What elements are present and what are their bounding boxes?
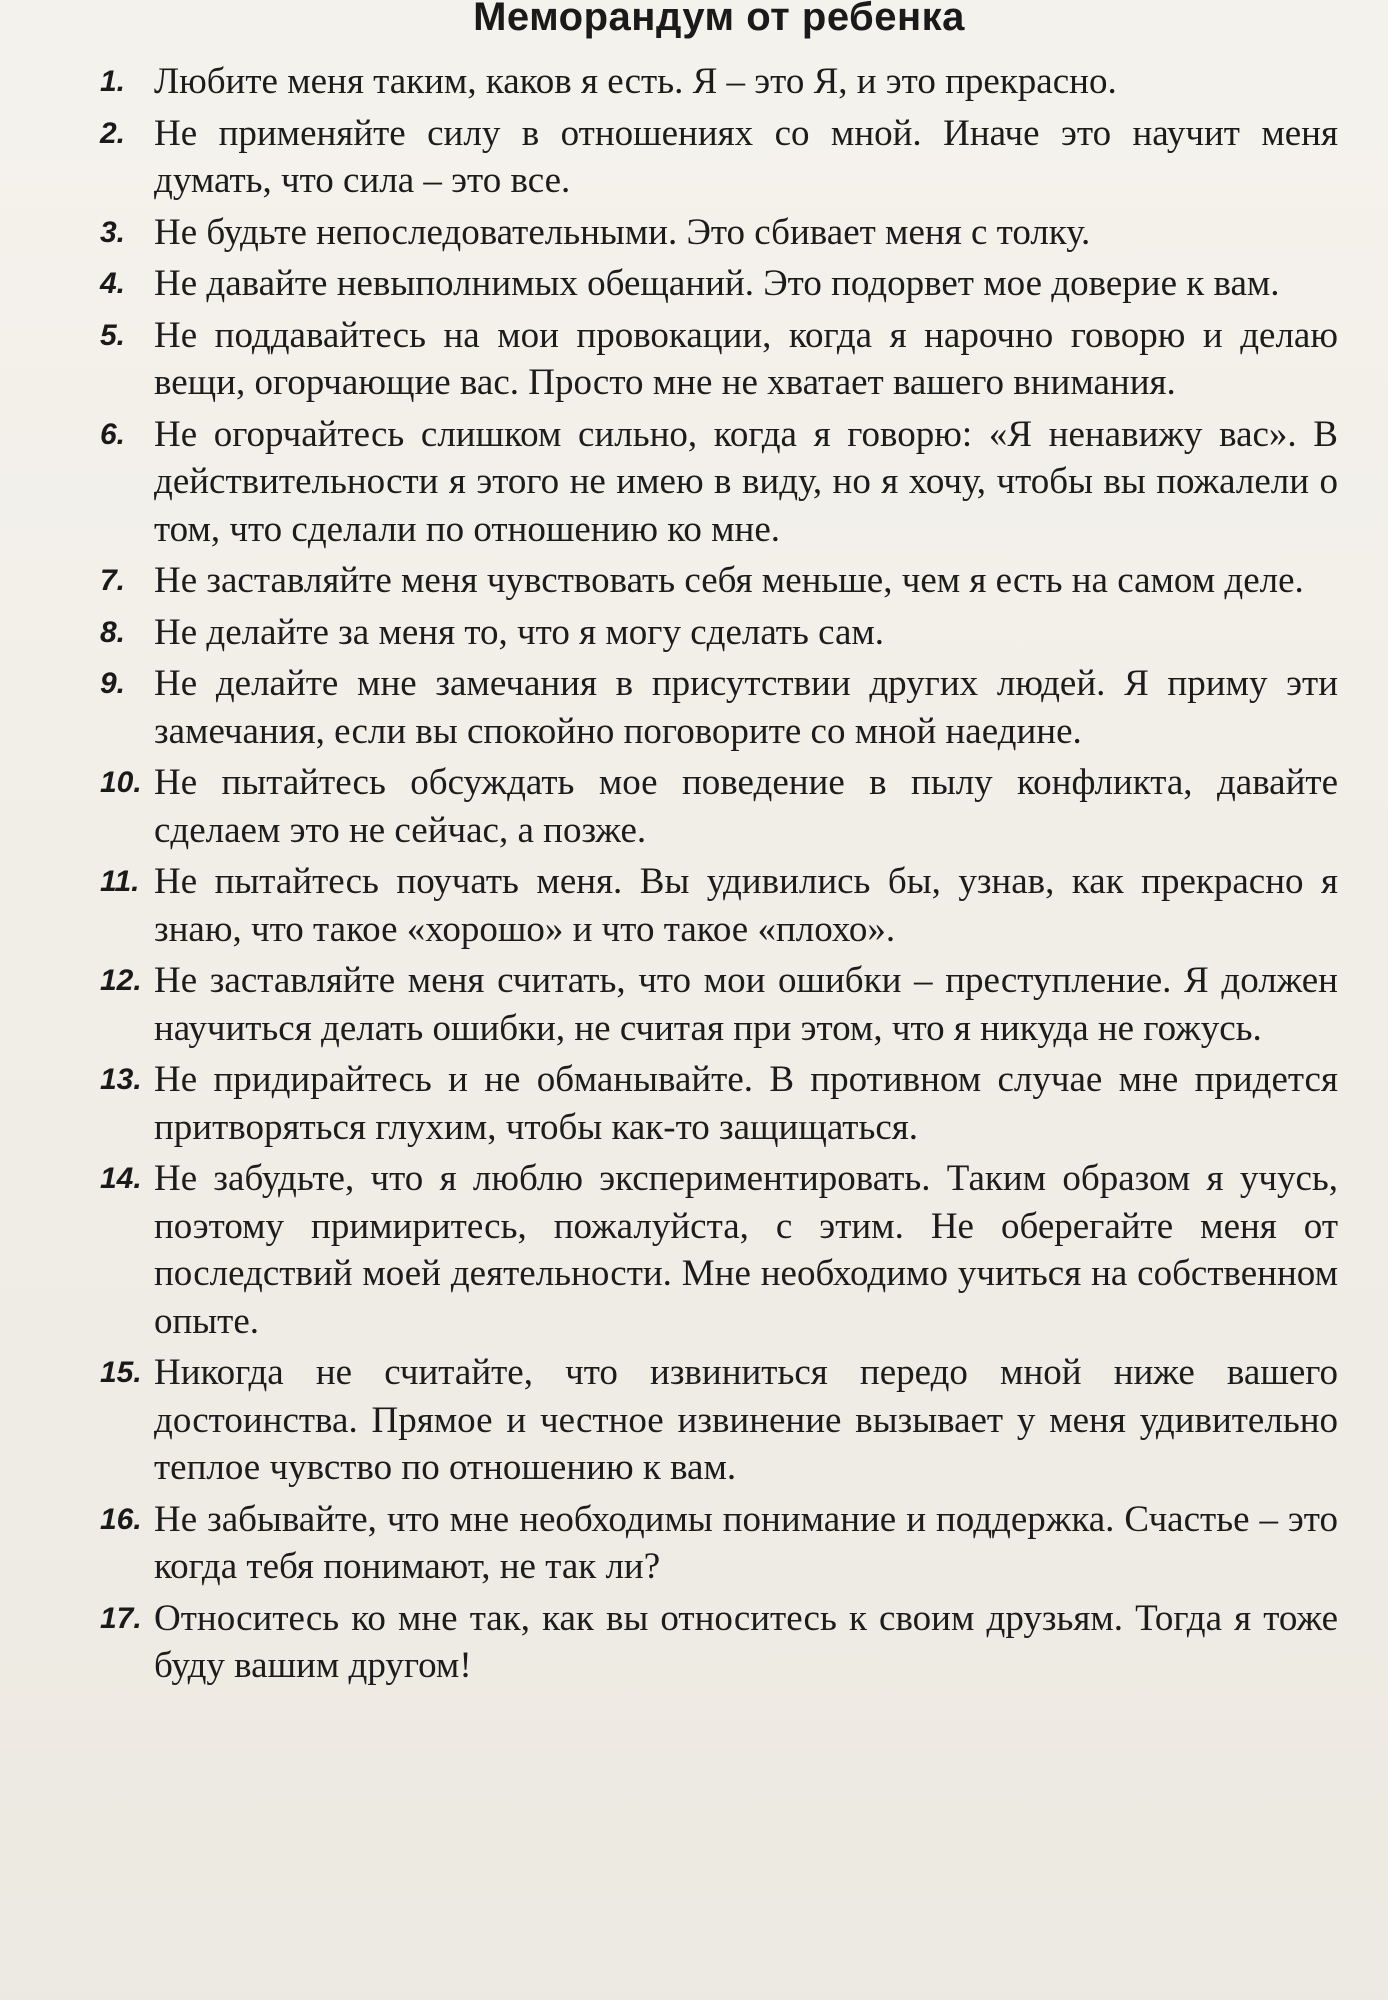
memo-item-text: Любите меня таким, каков я есть. Я – это Я, и это прекрасно. — [154, 61, 1117, 102]
memo-item — [100, 858, 1338, 953]
memo-item — [100, 110, 1338, 205]
memo-item-text: Не забывайте, что мне необходимы понимание и поддержка. Счастье – это когда тебя понимают, не так ли? — [154, 1498, 1338, 1587]
memo-item — [100, 58, 1338, 106]
memo-item-number: 8. — [100, 615, 126, 649]
memo-item-text: Не поддавайтесь на мои провокации, когда я нарочно говорю и делаю вещи, огорчающие вас. Просто мне не хватает вашего внимания. — [154, 314, 1338, 403]
memo-item — [100, 660, 1338, 755]
memo-item-number: 1. — [100, 65, 126, 98]
memo-item — [100, 312, 1338, 407]
memo-item-text: Не забудьте, что я люблю экспериментировать. Таким образом я учусь, поэтому примиритесь, пожалуйста, с этим. Не оберегайте меня от последствий моей деятельности. Мне необходимо учиться на собственном опыте. — [154, 1158, 1338, 1342]
memo-item — [100, 557, 1338, 605]
memo-item-text: Не огорчайтесь слишком сильно, когда я говорю: «Я ненавижу вас». В действительности я этого не имею в виду, но я хочу, чтобы вы пожалели о том, что сделали по отношению ко мне. — [154, 413, 1338, 550]
memo-item-text: Относитесь ко мне так, как вы относитесь к своим друзьям. Тогда я тоже буду вашим другом! — [154, 1597, 1338, 1686]
memo-item — [100, 759, 1338, 854]
memo-item — [100, 209, 1338, 257]
memo-item — [100, 1496, 1338, 1591]
memo-item-number: 9. — [100, 667, 126, 700]
memo-item — [100, 260, 1338, 308]
memo-item-text: Никогда не считайте, что извиниться передо мной ниже вашего достоинства. Прямое и честное извинение вызывает у меня удивительно теплое чувство по отношению к вам. — [154, 1352, 1338, 1488]
memo-item-text: Не заставляйте меня считать, что мои ошибки – преступление. Я должен научиться делать ошибки, не считая при этом, что я никуда не гожусь. — [154, 960, 1338, 1049]
memo-item-number: 15. — [100, 1356, 142, 1389]
page-title: Меморандум от ребенка — [473, 0, 965, 39]
memo-item — [100, 1056, 1338, 1151]
memo-item — [100, 411, 1338, 554]
memo-item-number: 6. — [100, 417, 126, 451]
memo-item-number: 13. — [100, 1063, 142, 1096]
memo-item-text: Не придирайтесь и не обманывайте. В противном случае мне придется притворяться глухим, чтобы как-то защищаться. — [154, 1059, 1338, 1148]
memo-item-number: 16. — [100, 1502, 142, 1536]
memo-item-text: Не заставляйте меня чувствовать себя меньше, чем я есть на самом деле. — [154, 560, 1304, 601]
memo-item-number: 11. — [100, 865, 140, 898]
memo-item-number: 5. — [100, 318, 126, 352]
memo-item — [100, 1595, 1338, 1690]
memo-item-number: 14. — [100, 1162, 142, 1195]
memo-item-text: Не пытайтесь обсуждать мое поведение в пылу конфликта, давайте сделаем это не сейчас, а позже. — [154, 762, 1338, 851]
memo-item-number: 2. — [100, 116, 126, 150]
memo-item-number: 12. — [100, 964, 142, 997]
memo-item-text: Не делайте за меня то, что я могу сделать сам. — [154, 611, 885, 653]
memo-item-text: Не применяйте силу в отношениях со мной. Иначе это научит меня думать, что сила – это все. — [154, 112, 1338, 201]
memo-item-text: Не будьте непоследовательными. Это сбивает меня с толку. — [154, 211, 1091, 253]
memo-item-number: 17. — [100, 1601, 142, 1635]
memo-item-text: Не делайте мне замечания в присутствии других людей. Я приму эти замечания, если вы спокойно поговорите со мной наедине. — [154, 663, 1338, 752]
memo-item-number: 4. — [100, 267, 126, 300]
memo-item — [100, 1155, 1338, 1345]
memo-item-number: 10. — [100, 766, 142, 799]
memo-item — [100, 1349, 1338, 1492]
memo-item-text: Не пытайтесь поучать меня. Вы удивились бы, узнав, как прекрасно я знаю, что такое «хорошо» и что такое «плохо». — [154, 861, 1338, 950]
memo-item — [100, 609, 1338, 657]
memo-item-text: Не давайте невыполнимых обещаний. Это подорвет мое доверие к вам. — [154, 263, 1280, 304]
memo-list — [100, 58, 1338, 1690]
memo-item-number: 7. — [100, 564, 126, 597]
memo-item-number: 3. — [100, 215, 126, 249]
memo-item — [100, 957, 1338, 1052]
